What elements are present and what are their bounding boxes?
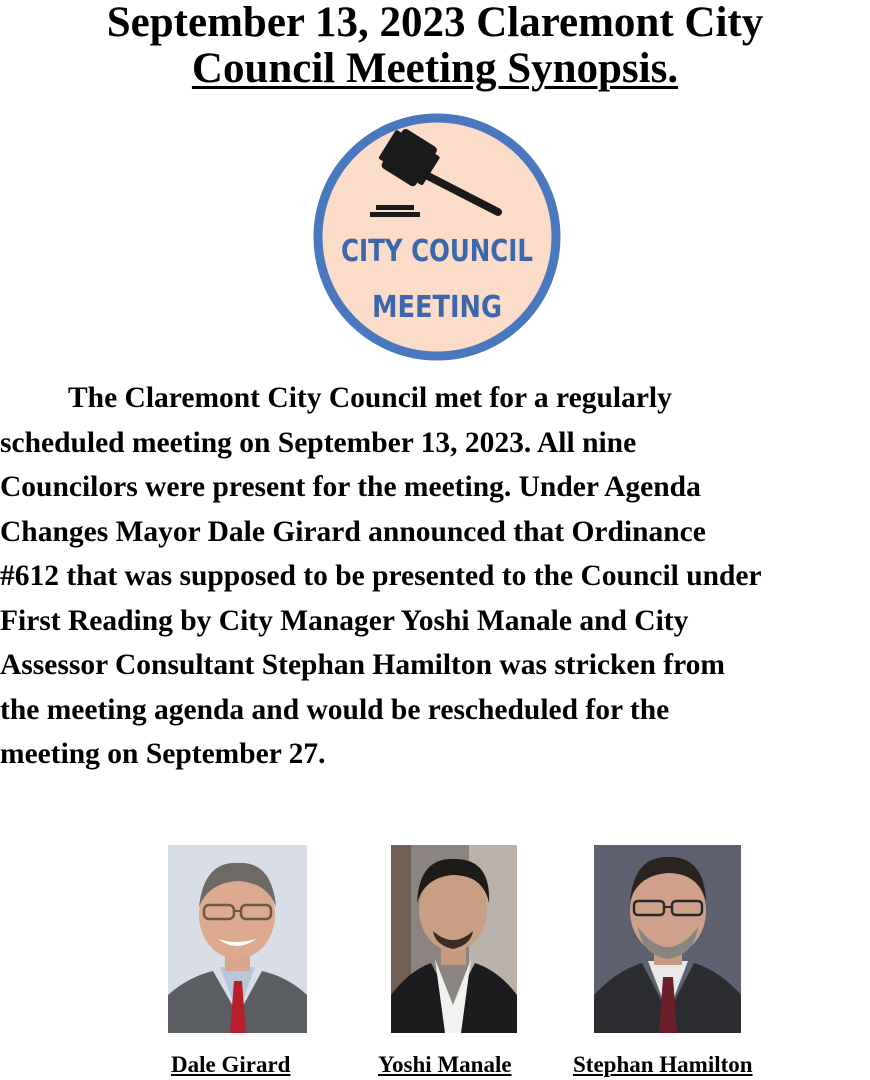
page-title <box>0 0 870 92</box>
paragraph-line: Councilors were present for the meeting. Under Agenda <box>0 471 701 503</box>
title-line-2: Council Meeting Synopsis. <box>191 45 679 92</box>
paragraph-line: First Reading by City Manager Yoshi Manale and City <box>0 604 689 637</box>
logo-text-line-2: MEETING <box>372 290 502 325</box>
paragraph-line: the meeting agenda and would be rescheduled for the <box>0 693 670 726</box>
caption-stephan-hamilton: Stephan Hamilton <box>573 1052 753 1077</box>
paragraph-line: Changes Mayor Dale Girard announced that Ordinance <box>0 515 706 548</box>
paragraph-line: The Claremont City Council met for a regularly <box>68 382 672 414</box>
paragraph-line: #612 that was supposed to be presented to the Council under <box>0 560 762 592</box>
paragraph-line: scheduled meeting on September 13, 2023. All nine <box>0 426 637 459</box>
portrait-stephan-hamilton <box>594 845 741 1033</box>
caption-dale-girard: Dale Girard <box>171 1052 291 1077</box>
title-line-1: September 13, 2023 Claremont City <box>106 0 764 46</box>
city-council-logo <box>312 112 562 362</box>
caption-yoshi-manale: Yoshi Manale <box>378 1052 512 1077</box>
portrait-dale-girard <box>168 845 307 1033</box>
synopsis-paragraph <box>0 376 870 777</box>
logo-text-line-1: CITY COUNCIL <box>341 234 533 269</box>
paragraph-line: meeting on September 27. <box>0 738 326 770</box>
paragraph-line: Assessor Consultant Stephan Hamilton was stricken from <box>0 649 725 681</box>
portrait-yoshi-manale <box>391 845 517 1033</box>
